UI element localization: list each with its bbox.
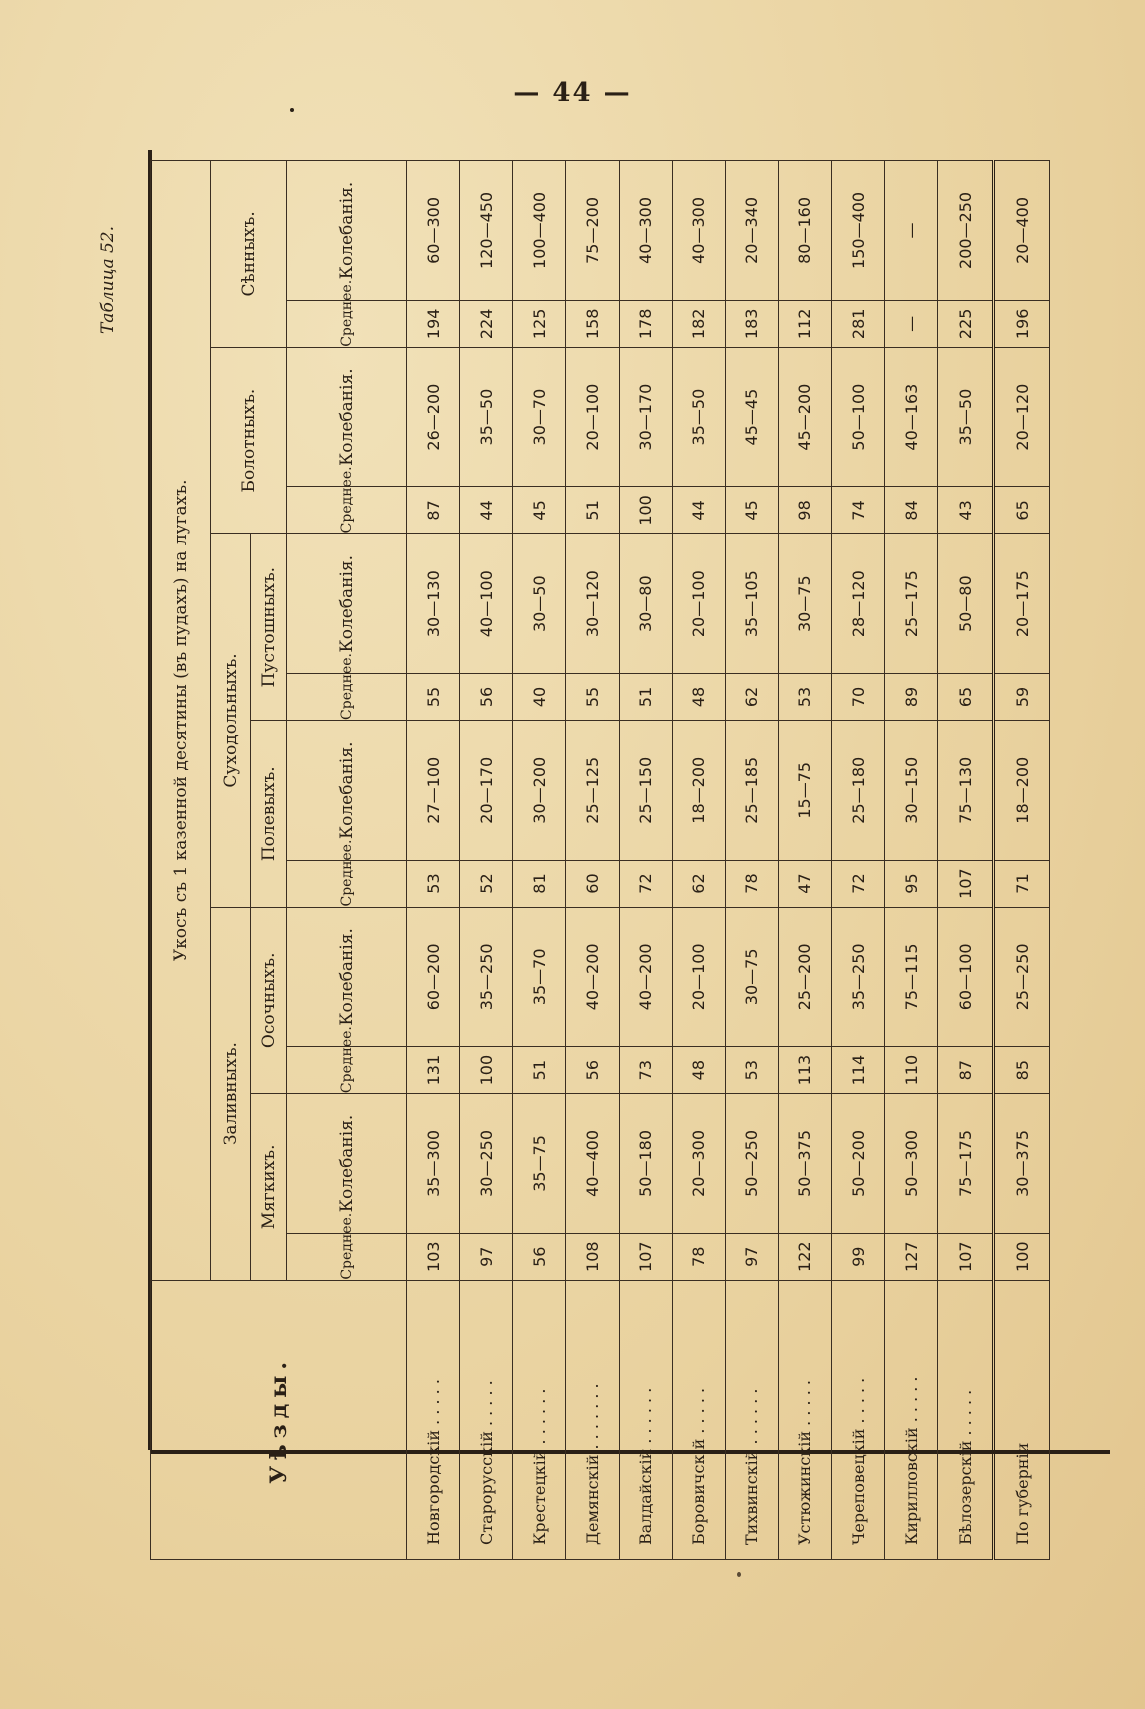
district-name: Бѣлозерскій . . . . . [938,1280,994,1559]
avg-value: 196 [994,300,1050,347]
table-row [566,161,619,1560]
avg-value: 53 [778,674,831,721]
range-value: 30—50 [513,534,566,674]
avg-value: 74 [832,487,885,534]
rotated-table-wrapper [150,160,1110,1560]
range-value: 35—250 [460,907,513,1047]
table-row [832,161,885,1560]
avg-value: 60 [566,860,619,907]
range-value: 40—100 [460,534,513,674]
col-avg: Среднее. [287,487,407,534]
avg-value: 78 [725,860,778,907]
avg-value: 87 [407,487,460,534]
range-value: 35—50 [938,347,994,487]
range-value: 40—163 [885,347,938,487]
avg-value: 183 [725,300,778,347]
range-value: 35—250 [832,907,885,1047]
table-row [513,161,566,1560]
range-value: 50—375 [778,1094,831,1234]
range-value: 60—300 [407,161,460,301]
avg-value: 44 [460,487,513,534]
subgroup-sedge: Осочныхъ. [251,907,287,1094]
range-value: 40—200 [619,907,672,1047]
range-value: 20—100 [672,534,725,674]
group-bog: Болотныхъ. [211,347,287,534]
avg-value: 40 [513,674,566,721]
range-value: — [885,161,938,301]
district-name: Боровичскій . . . . . [672,1280,725,1559]
range-value: 25—200 [778,907,831,1047]
range-value: 50—80 [938,534,994,674]
avg-value: 97 [460,1233,513,1280]
district-name: Кирилловскій . . . . . [885,1280,938,1559]
range-value: 30—75 [725,907,778,1047]
col-range: Колебанія. [287,907,407,1047]
range-value: 50—250 [725,1094,778,1234]
range-value: 75—115 [885,907,938,1047]
page-number: — 44 — [513,78,632,108]
range-value: 25—150 [619,720,672,860]
avg-value: 97 [725,1233,778,1280]
district-name: Крестецкій . . . . . . [513,1280,566,1559]
range-value: 30—80 [619,534,672,674]
range-value: 35—105 [725,534,778,674]
range-value: 25—185 [725,720,778,860]
range-value: 30—120 [566,534,619,674]
range-value: 20—120 [994,347,1050,487]
district-name: Череповецкій . . . . . [832,1280,885,1559]
range-value: 45—45 [725,347,778,487]
range-value: 50—300 [885,1094,938,1234]
avg-value: 84 [885,487,938,534]
range-value: 50—180 [619,1094,672,1234]
col-avg: Среднее. [287,1047,407,1094]
avg-value: 178 [619,300,672,347]
avg-value: — [885,300,938,347]
avg-value: 99 [832,1233,885,1280]
avg-value: 100 [460,1047,513,1094]
range-value: 40—400 [566,1094,619,1234]
col-range: Колебанія. [287,1094,407,1234]
range-value: 30—150 [885,720,938,860]
range-value: 25—250 [994,907,1050,1047]
avg-value: 98 [778,487,831,534]
range-value: 45—200 [778,347,831,487]
total-row [994,161,1050,1560]
table-row [407,161,460,1560]
range-value: 20—400 [994,161,1050,301]
avg-value: 72 [619,860,672,907]
avg-value: 122 [778,1233,831,1280]
avg-value: 51 [619,674,672,721]
avg-value: 45 [725,487,778,534]
range-value: 40—300 [619,161,672,301]
district-name: Устюжинскій . . . . . [778,1280,831,1559]
avg-value: 224 [460,300,513,347]
avg-value: 56 [460,674,513,721]
range-value: 25—175 [885,534,938,674]
avg-value: 53 [725,1047,778,1094]
col-range: Колебанія. [287,534,407,674]
range-value: 20—100 [672,907,725,1047]
range-value: 75—130 [938,720,994,860]
avg-value: 44 [672,487,725,534]
hay-yield-table [150,160,1050,1560]
range-value: 28—120 [832,534,885,674]
avg-value: 51 [566,487,619,534]
avg-value: 55 [407,674,460,721]
avg-value: 47 [778,860,831,907]
avg-value: 127 [885,1233,938,1280]
avg-value: 131 [407,1047,460,1094]
table-body [407,161,1050,1560]
range-value: 120—450 [460,161,513,301]
col-avg: Среднее. [287,300,407,347]
range-value: 30—200 [513,720,566,860]
avg-value: 56 [566,1047,619,1094]
avg-value: 100 [619,487,672,534]
col-avg: Среднее. [287,860,407,907]
avg-value: 56 [513,1233,566,1280]
avg-value: 55 [566,674,619,721]
table-row [778,161,831,1560]
range-value: 18—200 [994,720,1050,860]
avg-value: 43 [938,487,994,534]
range-value: 35—300 [407,1094,460,1234]
range-value: 40—200 [566,907,619,1047]
avg-value: 62 [672,860,725,907]
subgroup-soft: Мягкихъ. [251,1094,287,1281]
range-value: 35—75 [513,1094,566,1234]
district-name: Старорусскій . . . . . [460,1280,513,1559]
avg-value: 87 [938,1047,994,1094]
col-range: Колебанія. [287,161,407,301]
range-value: 18—200 [672,720,725,860]
range-value: 75—175 [938,1094,994,1234]
subgroup-field: Полевыхъ. [251,720,287,907]
subgroup-waste: Пустошныхъ. [251,534,287,721]
avg-value: 281 [832,300,885,347]
avg-value: 53 [407,860,460,907]
range-value: 40—300 [672,161,725,301]
range-value: 35—50 [672,347,725,487]
table-title: Укосъ съ 1 казенной десятины (въ пудахъ) на лугахъ. [151,161,211,1281]
avg-value: 114 [832,1047,885,1094]
range-value: 26—200 [407,347,460,487]
col-avg: Среднее. [287,1233,407,1280]
avg-value: 73 [619,1047,672,1094]
avg-value: 51 [513,1047,566,1094]
table-caption: Таблица 52. [98,225,118,335]
avg-value: 71 [994,860,1050,907]
avg-value: 52 [460,860,513,907]
range-value: 27—100 [407,720,460,860]
range-value: 50—200 [832,1094,885,1234]
avg-value: 62 [725,674,778,721]
range-value: 200—250 [938,161,994,301]
range-value: 30—130 [407,534,460,674]
col-avg: Среднее. [287,674,407,721]
table-row [619,161,672,1560]
avg-value: 225 [938,300,994,347]
range-value: 100—400 [513,161,566,301]
range-value: 30—250 [460,1094,513,1234]
avg-value: 110 [885,1047,938,1094]
avg-value: 103 [407,1233,460,1280]
range-value: 150—400 [832,161,885,301]
avg-value: 48 [672,674,725,721]
avg-value: 65 [938,674,994,721]
avg-value: 107 [938,860,994,907]
avg-value: 108 [566,1233,619,1280]
avg-value: 194 [407,300,460,347]
avg-value: 59 [994,674,1050,721]
district-name: Валдайскій . . . . . . [619,1280,672,1559]
avg-value: 107 [938,1233,994,1280]
avg-value: 72 [832,860,885,907]
col-range: Колебанія. [287,347,407,487]
avg-value: 182 [672,300,725,347]
print-speck [737,1572,741,1577]
range-value: 75—200 [566,161,619,301]
range-value: 80—160 [778,161,831,301]
table-row [938,161,994,1560]
avg-value: 89 [885,674,938,721]
range-value: 35—70 [513,907,566,1047]
range-value: 20—100 [566,347,619,487]
range-value: 20—175 [994,534,1050,674]
group-dry: Суходольныхъ. [211,534,251,907]
avg-value: 78 [672,1233,725,1280]
range-value: 50—100 [832,347,885,487]
district-name: Новгородскій . . . . . [407,1280,460,1559]
avg-value: 95 [885,860,938,907]
range-value: 25—125 [566,720,619,860]
district-name: Демянскій . . . . . . . [566,1280,619,1559]
range-value: 20—300 [672,1094,725,1234]
avg-value: 48 [672,1047,725,1094]
range-value: 20—170 [460,720,513,860]
range-value: 30—375 [994,1094,1050,1234]
avg-value: 158 [566,300,619,347]
range-value: 35—50 [460,347,513,487]
avg-value: 85 [994,1047,1050,1094]
district-name: Тихвинскій . . . . . . [725,1280,778,1559]
avg-value: 100 [994,1233,1050,1280]
avg-value: 45 [513,487,566,534]
group-flood: Заливныхъ. [211,907,251,1280]
avg-value: 65 [994,487,1050,534]
range-value: 30—70 [513,347,566,487]
avg-value: 112 [778,300,831,347]
avg-value: 81 [513,860,566,907]
range-value: 60—200 [407,907,460,1047]
range-value: 60—100 [938,907,994,1047]
print-speck [290,108,294,112]
range-value: 20—340 [725,161,778,301]
avg-value: 125 [513,300,566,347]
avg-value: 107 [619,1233,672,1280]
group-mowed: Сѣнныхъ. [211,161,287,348]
range-value: 30—170 [619,347,672,487]
col-range: Колебанія. [287,720,407,860]
table-row [672,161,725,1560]
district-name: По губерніи [994,1280,1050,1559]
rotated-table [150,160,1050,1560]
table-row [725,161,778,1560]
avg-value: 70 [832,674,885,721]
district-header: Уѣзды. [151,1280,407,1559]
table-row [460,161,513,1560]
range-value: 15—75 [778,720,831,860]
range-value: 30—75 [778,534,831,674]
avg-value: 113 [778,1047,831,1094]
table-row [885,161,938,1560]
range-value: 25—180 [832,720,885,860]
